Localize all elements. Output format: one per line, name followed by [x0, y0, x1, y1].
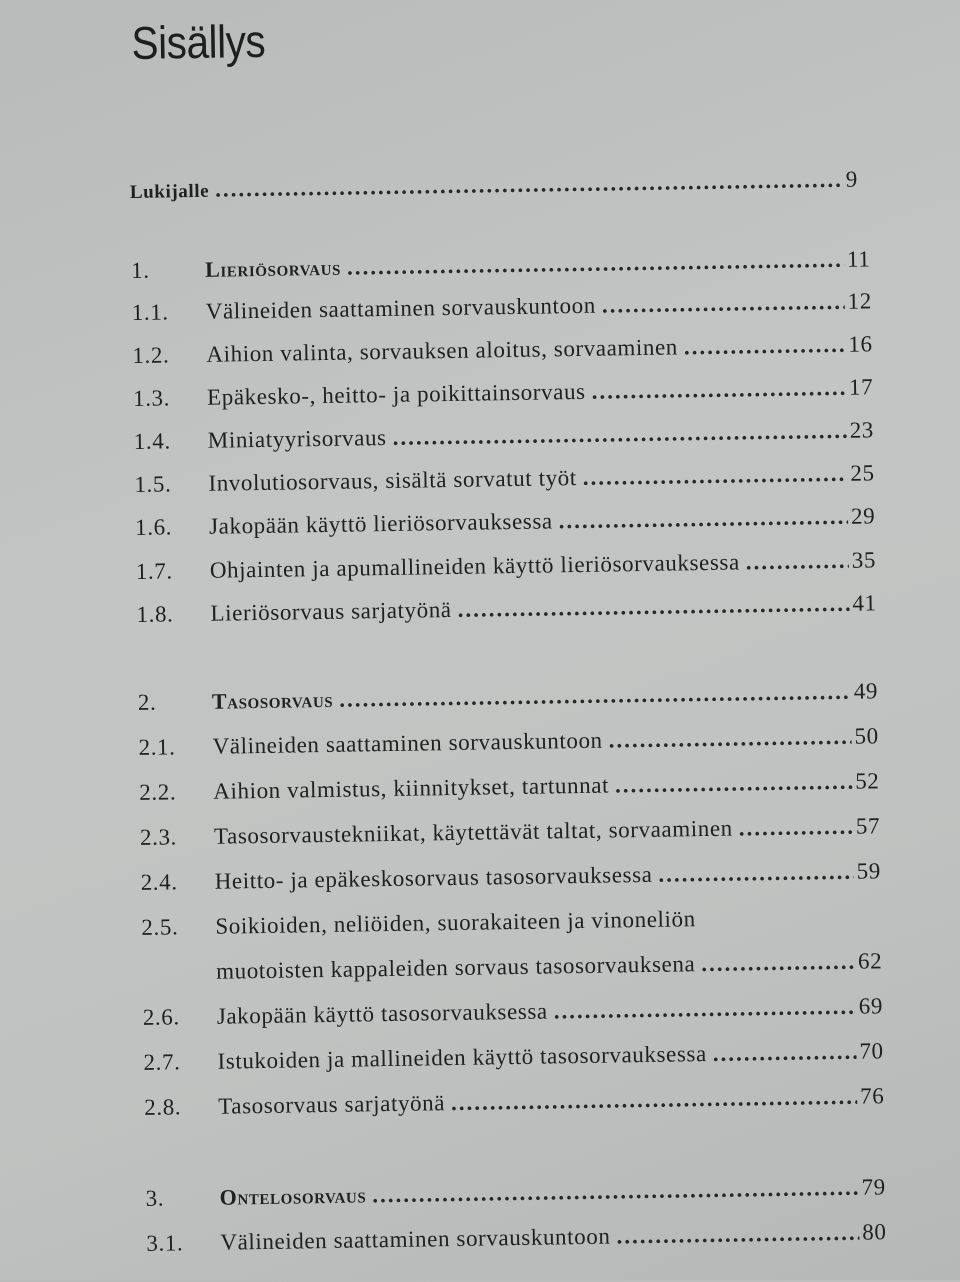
section-title: Ohjainten ja apumallineiden käyttö lieriösorvauksessa	[209, 549, 740, 583]
section-page: 70	[859, 1038, 884, 1064]
section-title: Aihion valinta, sorvauksen aloitus, sorvaaminen	[206, 334, 679, 367]
toc-section	[132, 288, 874, 326]
toc-section	[135, 503, 877, 541]
section-page: 62	[857, 948, 883, 974]
section-page: 12	[847, 288, 873, 314]
toc-section	[140, 813, 882, 851]
section-title: Lieriösorvaus sarjatyönä	[210, 597, 452, 626]
dot-leader	[701, 949, 855, 977]
section-number: 1.5.	[134, 471, 172, 497]
toc-entry-intro	[130, 166, 872, 204]
dot-leader	[658, 859, 854, 888]
toc-section-continuation	[142, 948, 884, 986]
section-number: 3.1.	[146, 1230, 184, 1256]
dot-leader	[392, 418, 846, 451]
dot-leader	[372, 1175, 859, 1209]
section-number: 2.1.	[138, 734, 176, 760]
toc-section	[141, 903, 883, 941]
dot-leader	[616, 1220, 859, 1250]
dot-leader	[591, 375, 846, 405]
dot-leader	[583, 461, 848, 491]
toc-section	[136, 590, 878, 628]
toc-section	[144, 1083, 886, 1121]
chapter-number: 2.	[137, 689, 157, 715]
dot-leader	[739, 814, 854, 842]
section-title: Jakopään käyttö tasosorvauksessa	[216, 998, 548, 1029]
dot-leader	[215, 167, 843, 203]
toc-section	[138, 723, 880, 761]
section-number: 2.4.	[140, 869, 178, 895]
section-number: 2.3.	[139, 824, 178, 850]
section-number: 1.7.	[135, 558, 173, 584]
chapter-number: 3.	[145, 1185, 165, 1211]
dot-leader	[684, 332, 846, 361]
chapter-title: Tasosorvaus	[211, 686, 334, 714]
toc-section	[143, 993, 885, 1031]
dot-leader	[457, 591, 849, 623]
section-number: 1.2.	[132, 342, 170, 368]
section-title: Epäkesko-, heitto- ja poikittainsorvaus	[206, 378, 586, 410]
section-number: 2.2.	[139, 779, 177, 805]
section-page: 80	[862, 1219, 887, 1245]
section-title: Tasosorvaustekniikat, käytettävät taltat, sorvaaminen	[213, 815, 733, 849]
section-title: Heitto- ja epäkeskosorvaus tasosorvauksessa	[214, 861, 653, 894]
chapter-title: Ontelosorvaus	[219, 1182, 367, 1210]
dot-leader	[713, 1039, 857, 1067]
section-number-spacer	[142, 979, 216, 980]
section-title: Involutiosorvaus, sisältä sorvatut työt	[208, 465, 577, 496]
chapter-page: 49	[853, 678, 879, 704]
toc-section	[134, 460, 876, 498]
toc-chapter	[138, 678, 880, 716]
dot-leader	[608, 724, 851, 754]
section-page: 50	[854, 723, 879, 749]
chapter-page: 79	[861, 1174, 886, 1200]
section-page: 17	[848, 374, 874, 400]
dot-leader	[339, 679, 851, 713]
toc-section	[146, 1219, 888, 1257]
toc-section	[141, 858, 883, 896]
section-page: 69	[858, 993, 884, 1019]
section-page: 52	[855, 768, 880, 794]
section-title: Soikioiden, neliöiden, suorakaiteen ja vinoneliön	[215, 906, 696, 939]
toc-section	[133, 374, 875, 412]
toc-section	[143, 1038, 885, 1076]
section-number: 1.3.	[132, 385, 171, 411]
section-page: 16	[848, 331, 873, 357]
section-page: 23	[849, 417, 875, 443]
chapter-page: 11	[846, 246, 871, 272]
section-title: Välineiden saattaminen sorvauskuntoon	[212, 727, 603, 759]
toc-chapter	[131, 246, 873, 284]
toc-chapter	[145, 1174, 887, 1212]
toc-section	[134, 417, 876, 455]
section-number: 1.6.	[134, 514, 173, 540]
section-page: 41	[852, 590, 877, 616]
toc-section	[139, 768, 881, 806]
dot-leader	[553, 994, 855, 1025]
dot-leader	[702, 923, 881, 926]
toc-section	[136, 547, 878, 585]
section-title: Tasosorvaus sarjatyönä	[218, 1090, 446, 1119]
section-title: Jakopään käyttö lieriösorvauksessa	[208, 508, 553, 539]
section-page: 35	[851, 547, 877, 573]
section-page: 25	[850, 460, 875, 486]
section-number: 2.5.	[141, 914, 179, 940]
dot-leader	[347, 247, 844, 281]
chapter-title: Lieriösorvaus	[204, 254, 342, 282]
toc-section	[132, 331, 874, 369]
section-number: 1.4.	[133, 428, 171, 454]
section-number: 1.1.	[131, 299, 169, 325]
dot-leader	[746, 548, 849, 576]
section-title: Välineiden saattaminen sorvauskuntoon	[220, 1223, 611, 1255]
section-title: Miniatyyrisorvaus	[207, 425, 387, 453]
section-title: Aihion valmistus, kiinnitykset, tartunnat	[213, 772, 610, 804]
dot-leader	[615, 769, 853, 799]
section-page: 76	[859, 1083, 885, 1109]
toc-entry-page: 9	[845, 166, 859, 192]
section-title: Istukoiden ja mallineiden käyttö tasosorvauksessa	[217, 1041, 707, 1074]
dot-leader	[451, 1084, 858, 1116]
dot-leader	[602, 289, 845, 319]
section-number: 2.6.	[142, 1004, 180, 1030]
section-number: 2.8.	[144, 1094, 182, 1120]
chapter-number: 1.	[130, 257, 150, 283]
section-title: Välineiden saattaminen sorvauskuntoon	[205, 292, 597, 324]
section-page: 29	[850, 503, 876, 529]
section-number: 2.7.	[143, 1049, 181, 1075]
dot-leader	[558, 504, 848, 535]
section-page: 59	[856, 858, 882, 884]
page-title: Sisällys	[131, 14, 266, 69]
toc-entry-label: Lukijalle	[129, 180, 210, 203]
section-title-line2: muotoisten kappaleiden sorvaus tasosorvauksena	[215, 951, 696, 984]
section-page: 57	[855, 813, 881, 839]
section-number: 1.8.	[136, 601, 174, 627]
